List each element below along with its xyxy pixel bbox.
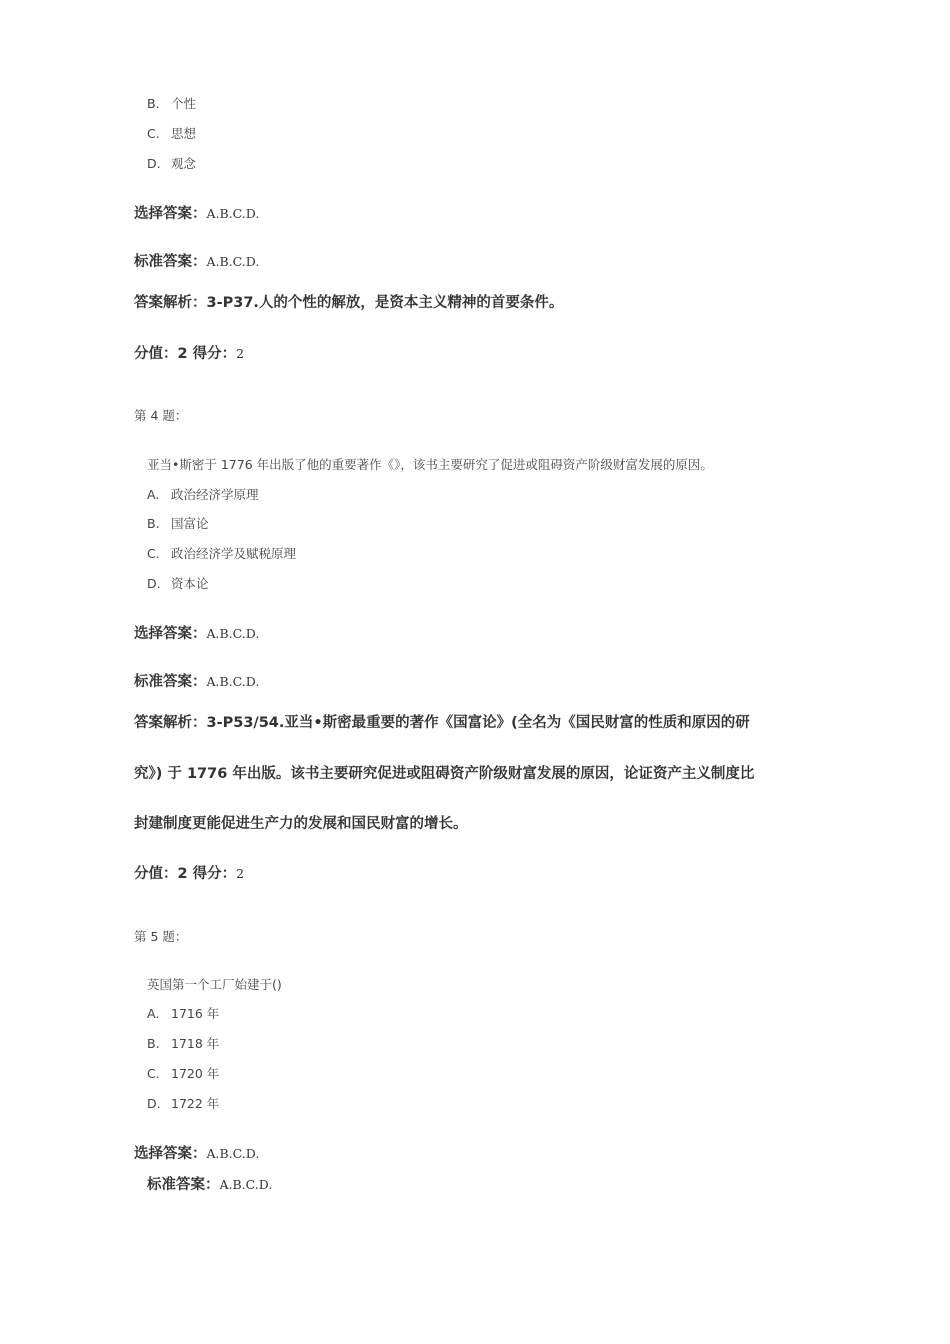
q5-option-a xyxy=(147,1004,219,1022)
score-label: 分值：2 得分： xyxy=(134,866,237,882)
q4-option-d xyxy=(147,574,209,592)
selected-answer-value: A.B.C.D. xyxy=(206,1146,260,1161)
option-text: 个性 xyxy=(171,96,197,111)
q4-stem: 亚当•斯密于 1776 年出版了他的重要著作《》，该书主要研究了促进或阻碍资产阶级财富发展的原因。 xyxy=(147,457,713,472)
q5-selected-answer xyxy=(134,1142,259,1163)
q4-number: 第 4 题： xyxy=(134,408,188,423)
q4-option-b xyxy=(147,514,209,532)
q4-standard-answer xyxy=(134,670,259,691)
option-letter: B. xyxy=(147,1036,160,1051)
q4-selected-answer xyxy=(134,622,259,643)
standard-answer-label: 标准答案： xyxy=(147,1177,220,1193)
selected-answer-label: 选择答案： xyxy=(134,1146,207,1162)
standard-answer-value: A.B.C.D. xyxy=(206,254,260,269)
option-letter: A. xyxy=(147,487,160,502)
selected-answer-label: 选择答案： xyxy=(134,626,207,642)
q5-number: 第 5 题： xyxy=(134,929,188,944)
q4-explanation-line-1: 答案解析：3-P53/54.亚当•斯密最重要的著作《国富论》(全名为《国民财富的性质和原因的研 xyxy=(134,715,750,731)
score-value: 2 xyxy=(236,866,245,881)
option-text: 1722 年 xyxy=(171,1096,220,1111)
score-value: 2 xyxy=(236,346,245,361)
standard-answer-label: 标准答案： xyxy=(134,254,207,270)
q3-option-b xyxy=(147,94,196,112)
q3-standard-answer xyxy=(134,250,259,271)
option-letter: A. xyxy=(147,1006,160,1021)
option-letter: B. xyxy=(147,516,160,531)
option-text: 1718 年 xyxy=(171,1036,220,1051)
q3-option-c xyxy=(147,124,196,142)
q4-explanation-line-3: 封建制度更能促进生产力的发展和国民财富的增长。 xyxy=(134,816,468,832)
option-letter: D. xyxy=(147,156,161,171)
standard-answer-value: A.B.C.D. xyxy=(219,1177,273,1192)
option-text: 思想 xyxy=(171,126,197,141)
q3-explanation: 答案解析：3-P37.人的个性的解放，是资本主义精神的首要条件。 xyxy=(134,295,564,311)
q3-option-d xyxy=(147,154,196,172)
option-letter: C. xyxy=(147,126,160,141)
option-letter: C. xyxy=(147,546,160,561)
selected-answer-value: A.B.C.D. xyxy=(206,206,260,221)
q4-explanation-line-2: 究》) 于 1776 年出版。该书主要研究促进或阻碍资产阶级财富发展的原因，论证资产主义制度比 xyxy=(134,766,755,782)
q4-option-c xyxy=(147,544,296,562)
q5-stem: 英国第一个工厂始建于() xyxy=(147,977,282,992)
q5-option-d xyxy=(147,1094,219,1112)
option-text: 国富论 xyxy=(171,516,209,531)
option-text: 观念 xyxy=(171,156,197,171)
option-text: 政治经济学及赋税原理 xyxy=(171,546,297,561)
option-text: 资本论 xyxy=(171,576,209,591)
standard-answer-label: 标准答案： xyxy=(134,674,207,690)
q3-selected-answer xyxy=(134,202,259,223)
q3-score xyxy=(134,342,244,363)
q5-option-b xyxy=(147,1034,219,1052)
option-letter: D. xyxy=(147,1096,161,1111)
option-text: 1720 年 xyxy=(171,1066,220,1081)
score-label: 分值：2 得分： xyxy=(134,346,237,362)
option-letter: B. xyxy=(147,96,160,111)
q5-standard-answer xyxy=(147,1173,272,1194)
option-letter: D. xyxy=(147,576,161,591)
q4-option-a xyxy=(147,485,259,503)
selected-answer-value: A.B.C.D. xyxy=(206,626,260,641)
option-text: 1716 年 xyxy=(171,1006,220,1021)
selected-answer-label: 选择答案： xyxy=(134,206,207,222)
standard-answer-value: A.B.C.D. xyxy=(206,674,260,689)
option-text: 政治经济学原理 xyxy=(171,487,259,502)
q5-option-c xyxy=(147,1064,219,1082)
q4-score xyxy=(134,862,244,883)
option-letter: C. xyxy=(147,1066,160,1081)
